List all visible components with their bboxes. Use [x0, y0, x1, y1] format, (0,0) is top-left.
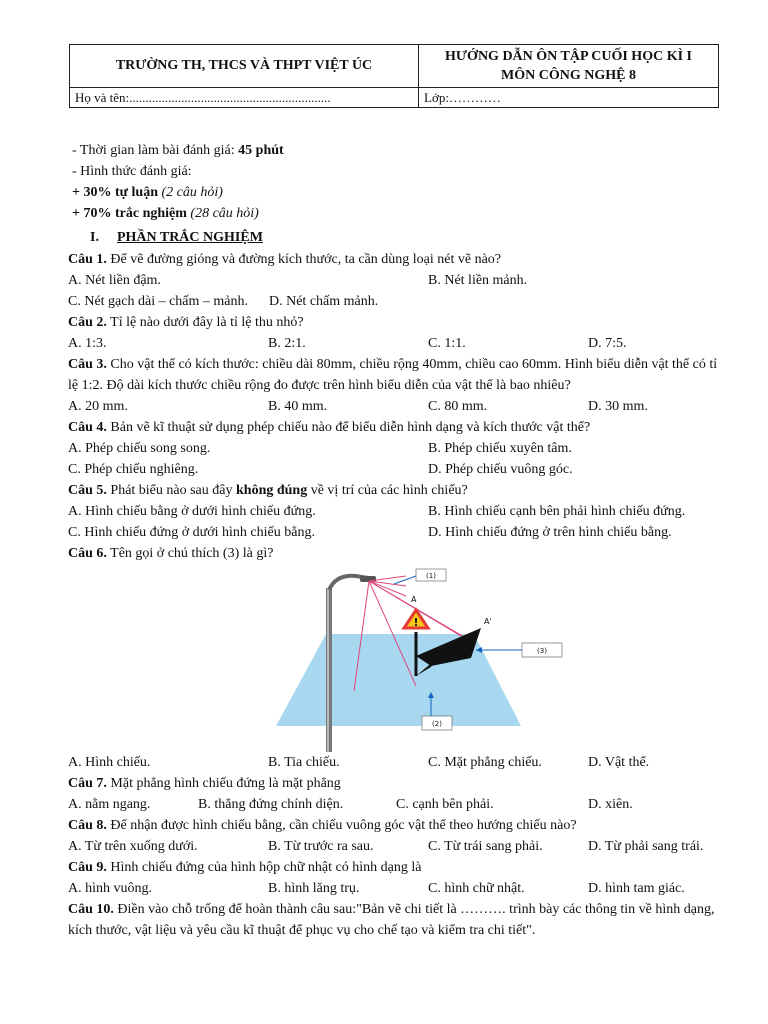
option-a: A. hình vuông.	[68, 881, 152, 896]
projection-figure	[256, 566, 568, 752]
option-b: B. Phép chiếu xuyên tâm.	[428, 441, 572, 456]
question-text: Phát biểu nào sau đây	[106, 483, 236, 498]
option-c: C. Phép chiếu nghiêng.	[68, 462, 199, 477]
section-heading	[68, 227, 728, 248]
exam-time-label: - Thời gian làm bài đánh giá:	[72, 143, 239, 158]
question-text: Tên gọi ở chú thích (3) là gì?	[106, 546, 274, 561]
question-number: Câu 9.	[68, 860, 107, 875]
question-1-options-2	[68, 291, 728, 312]
question-9-options	[68, 878, 728, 899]
question-8	[68, 815, 728, 836]
option-a: A. Từ trên xuống dưới.	[68, 839, 198, 854]
option-d: D. Phép chiếu vuông góc.	[428, 462, 573, 477]
question-2-options	[68, 333, 728, 354]
question-1	[68, 249, 728, 270]
option-a: A. Hình chiếu.	[68, 755, 151, 770]
question-text: Để vẽ đường gióng và đường kích thước, ta cần dùng loại nét vẽ nào?	[106, 252, 501, 267]
question-text: Để nhận được hình chiếu bằng, cần chiếu vuông góc vật thể theo hướng chiếu nào?	[106, 818, 577, 833]
title-line-2: MÔN CÔNG NGHỆ 8	[501, 68, 636, 83]
mc-share	[68, 203, 728, 224]
mc-share-count: (28 câu hỏi)	[186, 206, 259, 221]
option-a: A. nằm ngang.	[68, 797, 151, 812]
point-a-prime-label: A'	[484, 617, 492, 626]
callout-3-label: (3)	[537, 647, 547, 655]
question-9	[68, 857, 728, 878]
document-title	[419, 45, 719, 88]
question-number: Câu 4.	[68, 420, 107, 435]
callout-1-label: (1)	[426, 572, 436, 580]
option-d: D. 30 mm.	[588, 399, 648, 414]
option-b: B. Tia chiếu.	[268, 755, 340, 770]
question-text-end: về vị trí của các hình chiếu?	[307, 483, 468, 498]
option-a: A. Phép chiếu song song.	[68, 441, 211, 456]
callout-2-label: (2)	[432, 720, 442, 728]
question-text: Tỉ lệ nào dưới đây là tỉ lệ thu nhỏ?	[106, 315, 304, 330]
option-a: A. 1:3.	[68, 336, 107, 351]
question-7-options	[68, 794, 728, 815]
name-field: Họ và tên:..............................................................	[70, 88, 419, 108]
option-d: D. Nét chấm mảnh.	[269, 294, 379, 309]
question-6	[68, 543, 728, 564]
option-d: D. Từ phải sang trái.	[588, 839, 704, 854]
option-c: C. Từ trái sang phải.	[428, 839, 543, 854]
option-b: B. 2:1.	[268, 336, 306, 351]
question-5	[68, 480, 728, 501]
question-7	[68, 773, 728, 794]
question-number: Câu 1.	[68, 252, 107, 267]
question-6-options	[68, 752, 728, 773]
question-number: Câu 2.	[68, 315, 107, 330]
point-a-label: A	[411, 595, 417, 604]
option-a: A. Nét liền đậm.	[68, 273, 161, 288]
question-text: Bản vẽ kĩ thuật sử dụng phép chiếu nào để biểu diễn hình dạng và kích thước vật thể?	[106, 420, 591, 435]
option-c: C. 1:1.	[428, 336, 466, 351]
class-field: Lớp:…………	[419, 88, 719, 108]
option-a: A. 20 mm.	[68, 399, 128, 414]
lamp-head	[360, 576, 376, 582]
option-c: C. Nét gạch dài – chấm – mảnh.	[68, 294, 249, 309]
question-number: Câu 3.	[68, 357, 107, 372]
question-10	[68, 899, 728, 941]
option-a: A. Hình chiếu bằng ở dưới hình chiếu đứng.	[68, 504, 316, 519]
question-4-options-2	[68, 459, 728, 480]
section-number: I.	[90, 230, 99, 245]
option-d: D. Hình chiếu đứng ở trên hình chiếu bằng.	[428, 525, 672, 540]
option-b: B. Từ trước ra sau.	[268, 839, 374, 854]
mc-share-label: + 70% trắc nghiệm	[72, 206, 187, 221]
question-text: Điền vào chỗ trống để hoàn thành câu sau:"Bản vẽ chi tiết là ………. trình bày các thông tin về hình dạng, kích thước, vật liệu và yêu cầu kĩ thuật để phục vụ cho chế tạo và kiểm tra chi tiết".	[68, 902, 715, 938]
question-4-options	[68, 438, 728, 459]
option-c: C. cạnh bên phải.	[396, 797, 494, 812]
question-8-options	[68, 836, 728, 857]
question-number: Câu 10.	[68, 902, 114, 917]
warning-sign-mark: !	[413, 616, 419, 629]
projection-diagram	[68, 566, 728, 752]
essay-share-count: (2 câu hỏi)	[158, 185, 223, 200]
option-d: D. Vật thể.	[588, 755, 650, 770]
option-c: C. 80 mm.	[428, 399, 488, 414]
option-b: B. Nét liền mảnh.	[428, 273, 528, 288]
question-number: Câu 5.	[68, 483, 107, 498]
question-number: Câu 8.	[68, 818, 107, 833]
assessment-format: - Hình thức đánh giá:	[72, 164, 192, 179]
question-text: Hình chiếu đứng của hình hộp chữ nhật có hình dạng là	[106, 860, 422, 875]
option-b: B. hình lăng trụ.	[268, 881, 360, 896]
question-3	[68, 354, 728, 396]
question-5-options-2	[68, 522, 728, 543]
exam-time	[68, 140, 728, 161]
question-number: Câu 7.	[68, 776, 107, 791]
question-3-options	[68, 396, 728, 417]
question-4	[68, 417, 728, 438]
question-2	[68, 312, 728, 333]
option-d: D. hình tam giác.	[588, 881, 685, 896]
exam-time-value: 45 phút	[238, 143, 284, 158]
title-line-1: HƯỚNG DẪN ÔN TẬP CUỐI HỌC KÌ I	[445, 49, 692, 64]
option-c: C. Hình chiếu đứng ở dưới hình chiếu bằng.	[68, 525, 315, 540]
section-title: PHẦN TRẮC NGHIỆM	[116, 230, 263, 245]
question-text: Cho vật thể có kích thước: chiều dài 80mm, chiều rộng 40mm, chiều cao 60mm. Hình biểu diễn vật thể có tỉ lệ 1:2. Độ dài kích thước chiều rộng đo được trên hình biểu diễn của vật thể là bao nhiêu?	[68, 357, 718, 393]
question-1-options	[68, 270, 728, 291]
document-body	[68, 140, 728, 941]
lamp-post-highlight	[327, 588, 329, 752]
question-number: Câu 6.	[68, 546, 107, 561]
option-c: C. hình chữ nhật.	[428, 881, 525, 896]
question-emphasis: không đúng	[236, 483, 308, 498]
header-table	[69, 44, 719, 108]
option-b: B. 40 mm.	[268, 399, 328, 414]
option-d: D. xiên.	[588, 797, 633, 812]
option-b: B. thẳng đứng chính diện.	[198, 797, 344, 812]
school-name: TRƯỜNG TH, THCS VÀ THPT VIỆT ÚC	[70, 45, 419, 88]
essay-share	[68, 182, 728, 203]
option-c: C. Mặt phẳng chiếu.	[428, 755, 542, 770]
option-b: B. Hình chiếu cạnh bên phải hình chiếu đứng.	[428, 504, 686, 519]
essay-share-label: + 30% tự luận	[72, 185, 159, 200]
question-5-options	[68, 501, 728, 522]
question-text: Mặt phẳng hình chiếu đứng là mặt phẳng	[106, 776, 341, 791]
option-d: D. 7:5.	[588, 336, 627, 351]
